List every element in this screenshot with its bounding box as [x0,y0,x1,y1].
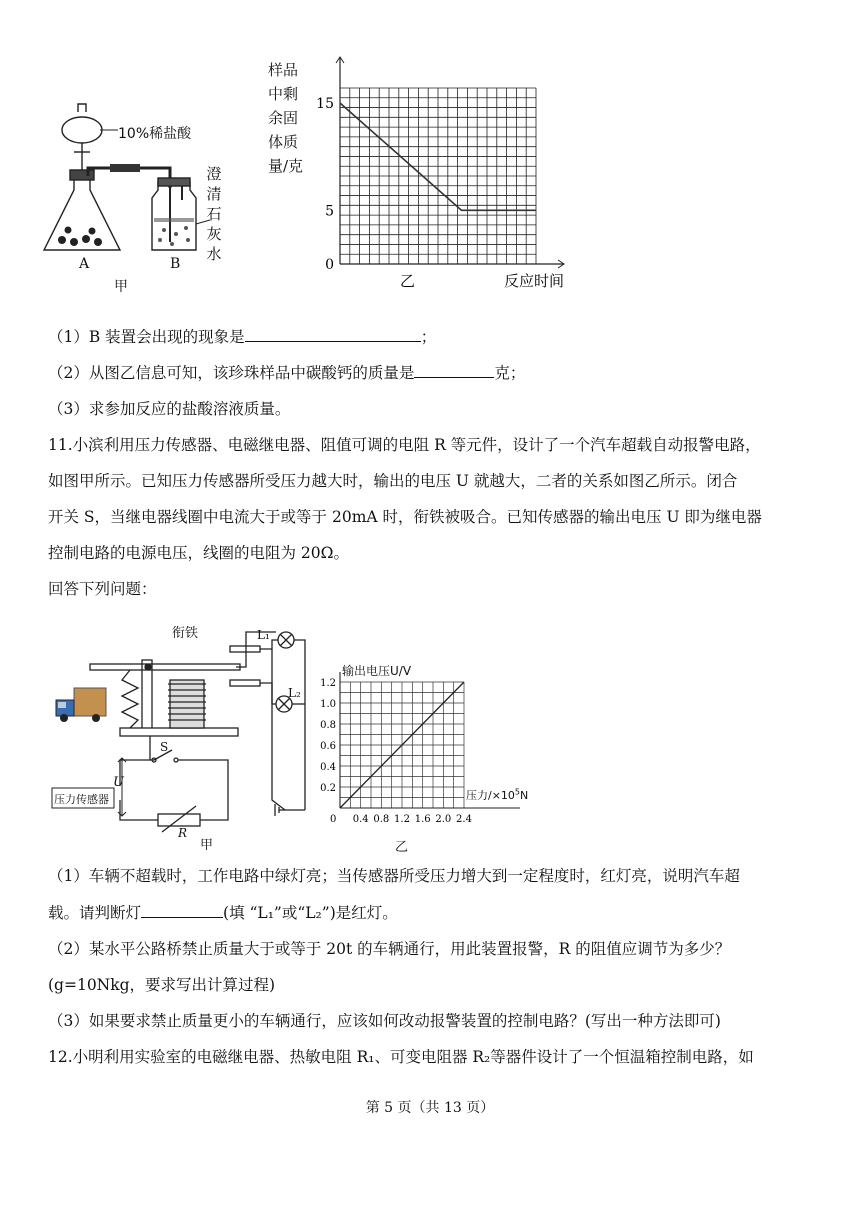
label-char: 水 [206,245,222,263]
label-A: A [79,256,90,272]
armature-label: 衔铁 [172,626,199,641]
limewater [154,218,194,246]
page-number: 第 5 页（共 13 页） [365,1100,495,1116]
y-tick-label: 1.0 [320,699,336,710]
y-tick-label: 15 [316,96,334,113]
xlabel-sup: 5 [514,787,521,797]
q11-part1-line2 [48,901,398,925]
x-tick-label: 1.6 [414,814,431,825]
ylabel-line: 余固 [268,109,299,127]
q11-intro-line: 11.小滨利用压力传感器、电磁继电器、阻值可调的电阻 R 等元件，设计了一个汽车超载自动报警电路， [48,436,761,454]
limewater-label [205,164,223,264]
q12-intro-line: 12.小明利用实验室的电磁继电器、热敏电阻 R₁、可变电阻器 R₂等器件设计了一个恒温箱控制电路，如 [48,1048,754,1066]
xlabel-main: 压力/×10 [466,789,515,802]
figure-caption-yi2: 乙 [395,840,409,855]
label-B: B [170,256,181,272]
q10-p1-text: （1）B 装置会出现的现象是 [48,328,245,346]
relay-circuit [50,620,325,840]
answer-blank[interactable] [414,361,494,378]
x-axis-label: 反应时间 [504,272,565,290]
chart-caption: 乙 [400,272,416,290]
funnel-label: 10%稀盐酸 [118,126,192,142]
figure-caption-jia2: 甲 [200,838,214,853]
mass-time-chart [300,55,570,290]
resistor-label: R [178,826,188,840]
y-tick-label: 1.2 [320,678,336,689]
ylabel-line: 中剩 [268,85,299,103]
pearl-samples [58,227,102,247]
q11-part2-line1: （2）某水平公路桥禁止质量大于或等于 20t 的车辆通行，用此装置报警，R 的阻值应调节为多少？ [48,940,731,958]
figure-caption-jia: 甲 [114,279,128,295]
q11-part2-line2: (g=10Nkg，要求写出计算过程) [48,976,276,994]
xlabel-unit: N [520,789,529,802]
q11-answer-prompt: 回答下列问题： [48,580,157,598]
chart1-ylabel [268,58,303,178]
voltage-label: U [113,775,124,790]
x-tick-label: 2.0 [435,814,452,825]
chart2-xlabel [466,787,528,803]
q10-part3: （3）求参加反应的盐酸溶液质量。 [48,400,291,418]
ylabel-line: 样品 [268,61,299,79]
spring [122,670,138,728]
y-tick-label: 0.2 [320,783,336,794]
chart2-ylabel: 输出电压U/V [342,664,412,678]
pressure-sensor-label: 压力传感器 [54,793,109,806]
q11-part3: （3）如果要求禁止质量更小的车辆通行，应该如何改动报警装置的控制电路？(写出一种方法即可) [48,1012,721,1030]
armature [90,664,240,670]
label-char: 澄 [206,165,222,183]
y-tick-label: 0.8 [320,720,336,731]
label-char: 石 [206,205,222,223]
label-char: 清 [206,185,222,203]
x-tick-label: 1.2 [394,814,410,825]
label-char: 灰 [206,225,222,243]
y-tick-label: 0.6 [320,741,336,752]
ylabel-line: 量/克 [268,157,304,175]
x-tick-label: 0.4 [352,814,369,825]
y-tick-label: 5 [325,203,334,220]
lamp-L2-label: L₂ [288,686,301,700]
ylabel-line: 体质 [268,133,299,151]
relay-base [120,728,238,736]
q10-part1 [48,325,436,349]
electromagnet-core [170,680,204,728]
truck-icon [56,688,106,722]
q10-p2-text: （2）从图乙信息可知，该珍珠样品中碳酸钙的质量是 [48,364,415,382]
conical-flask-A [44,170,120,250]
x-tick-label: 2.4 [456,814,472,825]
q11-intro-line: 开关 S，当继电器线圈中电流大于或等于 20mA 时，衔铁被吸合。已知传感器的输出电压 U 即为继电器 [48,508,762,526]
x-tick-label: 0.8 [373,814,390,825]
variable-resistor [158,814,200,826]
answer-blank[interactable] [141,901,223,918]
q11-intro-line: 如图甲所示。已知压力传感器所受压力越大时，输出的电压 U 就越大，二者的关系如图乙所示。闭合 [48,472,738,490]
q11-p1-text: 载。请判断灯 [48,904,142,922]
origin-label: 0 [330,814,337,825]
q11-intro-line: 控制电路的电源电压，线圈的电阻为 20Ω。 [48,544,350,562]
q11-p1-end: (填 “L₁”或“L₂”)是红灯。 [223,904,398,922]
q10-part2 [48,361,525,385]
y-tick-label: 0.4 [320,762,336,773]
q10-p1-end: ； [420,328,437,346]
lamp-L1-label: L₁ [257,628,270,642]
y-tick-label: 0 [325,257,334,273]
q11-part1-line1: （1）车辆不超载时，工作电路中绿灯亮；当传感器所受压力增大到一定程度时，红灯亮，说明汽车超 [48,867,740,885]
q10-p2-end: 克； [494,364,526,382]
answer-blank[interactable] [245,325,421,342]
voltage-pressure-chart [318,672,558,832]
switch-label: S [160,740,169,754]
